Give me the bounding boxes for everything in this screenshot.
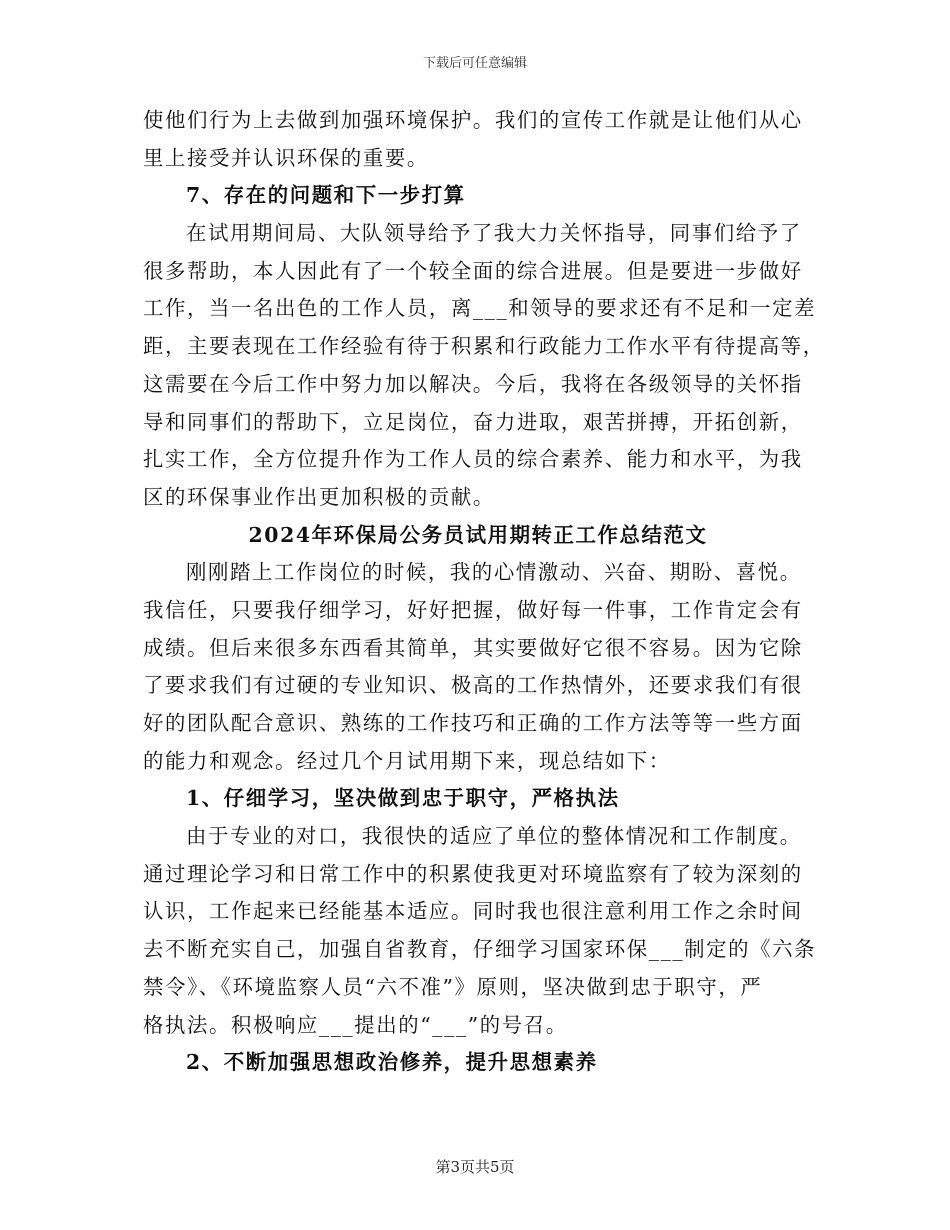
- body-line: 去不断充实自己，加强自省教育，仔细学习国家环保___制定的《六条: [143, 937, 817, 962]
- body-line: 认识，工作起来已经能基本适应。同时我也很注意利用工作之余时间: [143, 899, 803, 924]
- document-title: 2024年环保局公务员试用期转正工作总结范文: [248, 522, 708, 547]
- body-line: 我信任，只要我仔细学习，好好把握，做好每一件事，工作肯定会有: [143, 597, 803, 622]
- section-heading: 7、存在的问题和下一步打算: [186, 183, 466, 208]
- body-line: 禁令》、《环境监察人员“六不准”》原则，坚决做到忠于职守，严: [143, 974, 763, 999]
- body-line: 使他们行为上去做到加强环境保护。我们的宣传工作就是让他们从心: [143, 108, 803, 132]
- body-line: 距，主要表现在工作经验有待于积累和行政能力工作水平有待提高等，: [143, 334, 825, 359]
- body-line: 格执法。积极响应___提出的“___”的号召。: [143, 1012, 568, 1037]
- body-line: 通过理论学习和日常工作中的积累使我更对环境监察有了较为深刻的: [143, 861, 803, 886]
- body-line: 很多帮助，本人因此有了一个较全面的综合进展。但是要进一步做好: [143, 258, 803, 283]
- body-line: 的能力和观念。经过几个月试用期下来，现总结如下：: [143, 748, 671, 773]
- page-footer: 第3页共5页: [435, 1158, 515, 1176]
- body-line: 在试用期间局、大队领导给予了我大力关怀指导，同事们给予了: [186, 221, 802, 246]
- body-line: 扎实工作，全方位提升作为工作人员的综合素养、能力和水平，为我: [143, 447, 803, 472]
- body-line: 了要求我们有过硬的专业知识、极高的工作热情外，还要求我们有很: [143, 673, 803, 698]
- document-body: [143, 102, 825, 1082]
- body-line: 区的环保事业作出更加积极的贡献。: [143, 484, 495, 509]
- body-line: 里上接受并认识环保的重要。: [143, 145, 429, 170]
- body-line: 导和同事们的帮助下，立足岗位，奋力进取，艰苦拼搏，开拓创新，: [143, 409, 803, 434]
- body-line: 由于专业的对口，我很快的适应了单位的整体情况和工作制度。: [186, 824, 802, 849]
- body-line: 刚刚踏上工作岗位的时候，我的心情激动、兴奋、期盼、喜悦。: [186, 560, 802, 585]
- body-line: 工作，当一名出色的工作人员，离___和领导的要求还有不足和一定差: [143, 296, 817, 321]
- body-line: 成绩。但后来很多东西看其简单，其实要做好它很不容易。因为它除: [143, 635, 803, 660]
- page-header: 下载后可任意编辑: [422, 56, 527, 71]
- section-heading: 1、仔细学习，坚决做到忠于职守，严格执法: [186, 786, 620, 811]
- body-line: 这需要在今后工作中努力加以解决。今后，我将在各级领导的关怀指: [143, 371, 803, 396]
- section-heading: 2、不断加强思想政治修养，提升思想素养: [186, 1050, 598, 1075]
- body-line: 好的团队配合意识、熟练的工作技巧和正确的工作方法等等一些方面: [143, 711, 803, 735]
